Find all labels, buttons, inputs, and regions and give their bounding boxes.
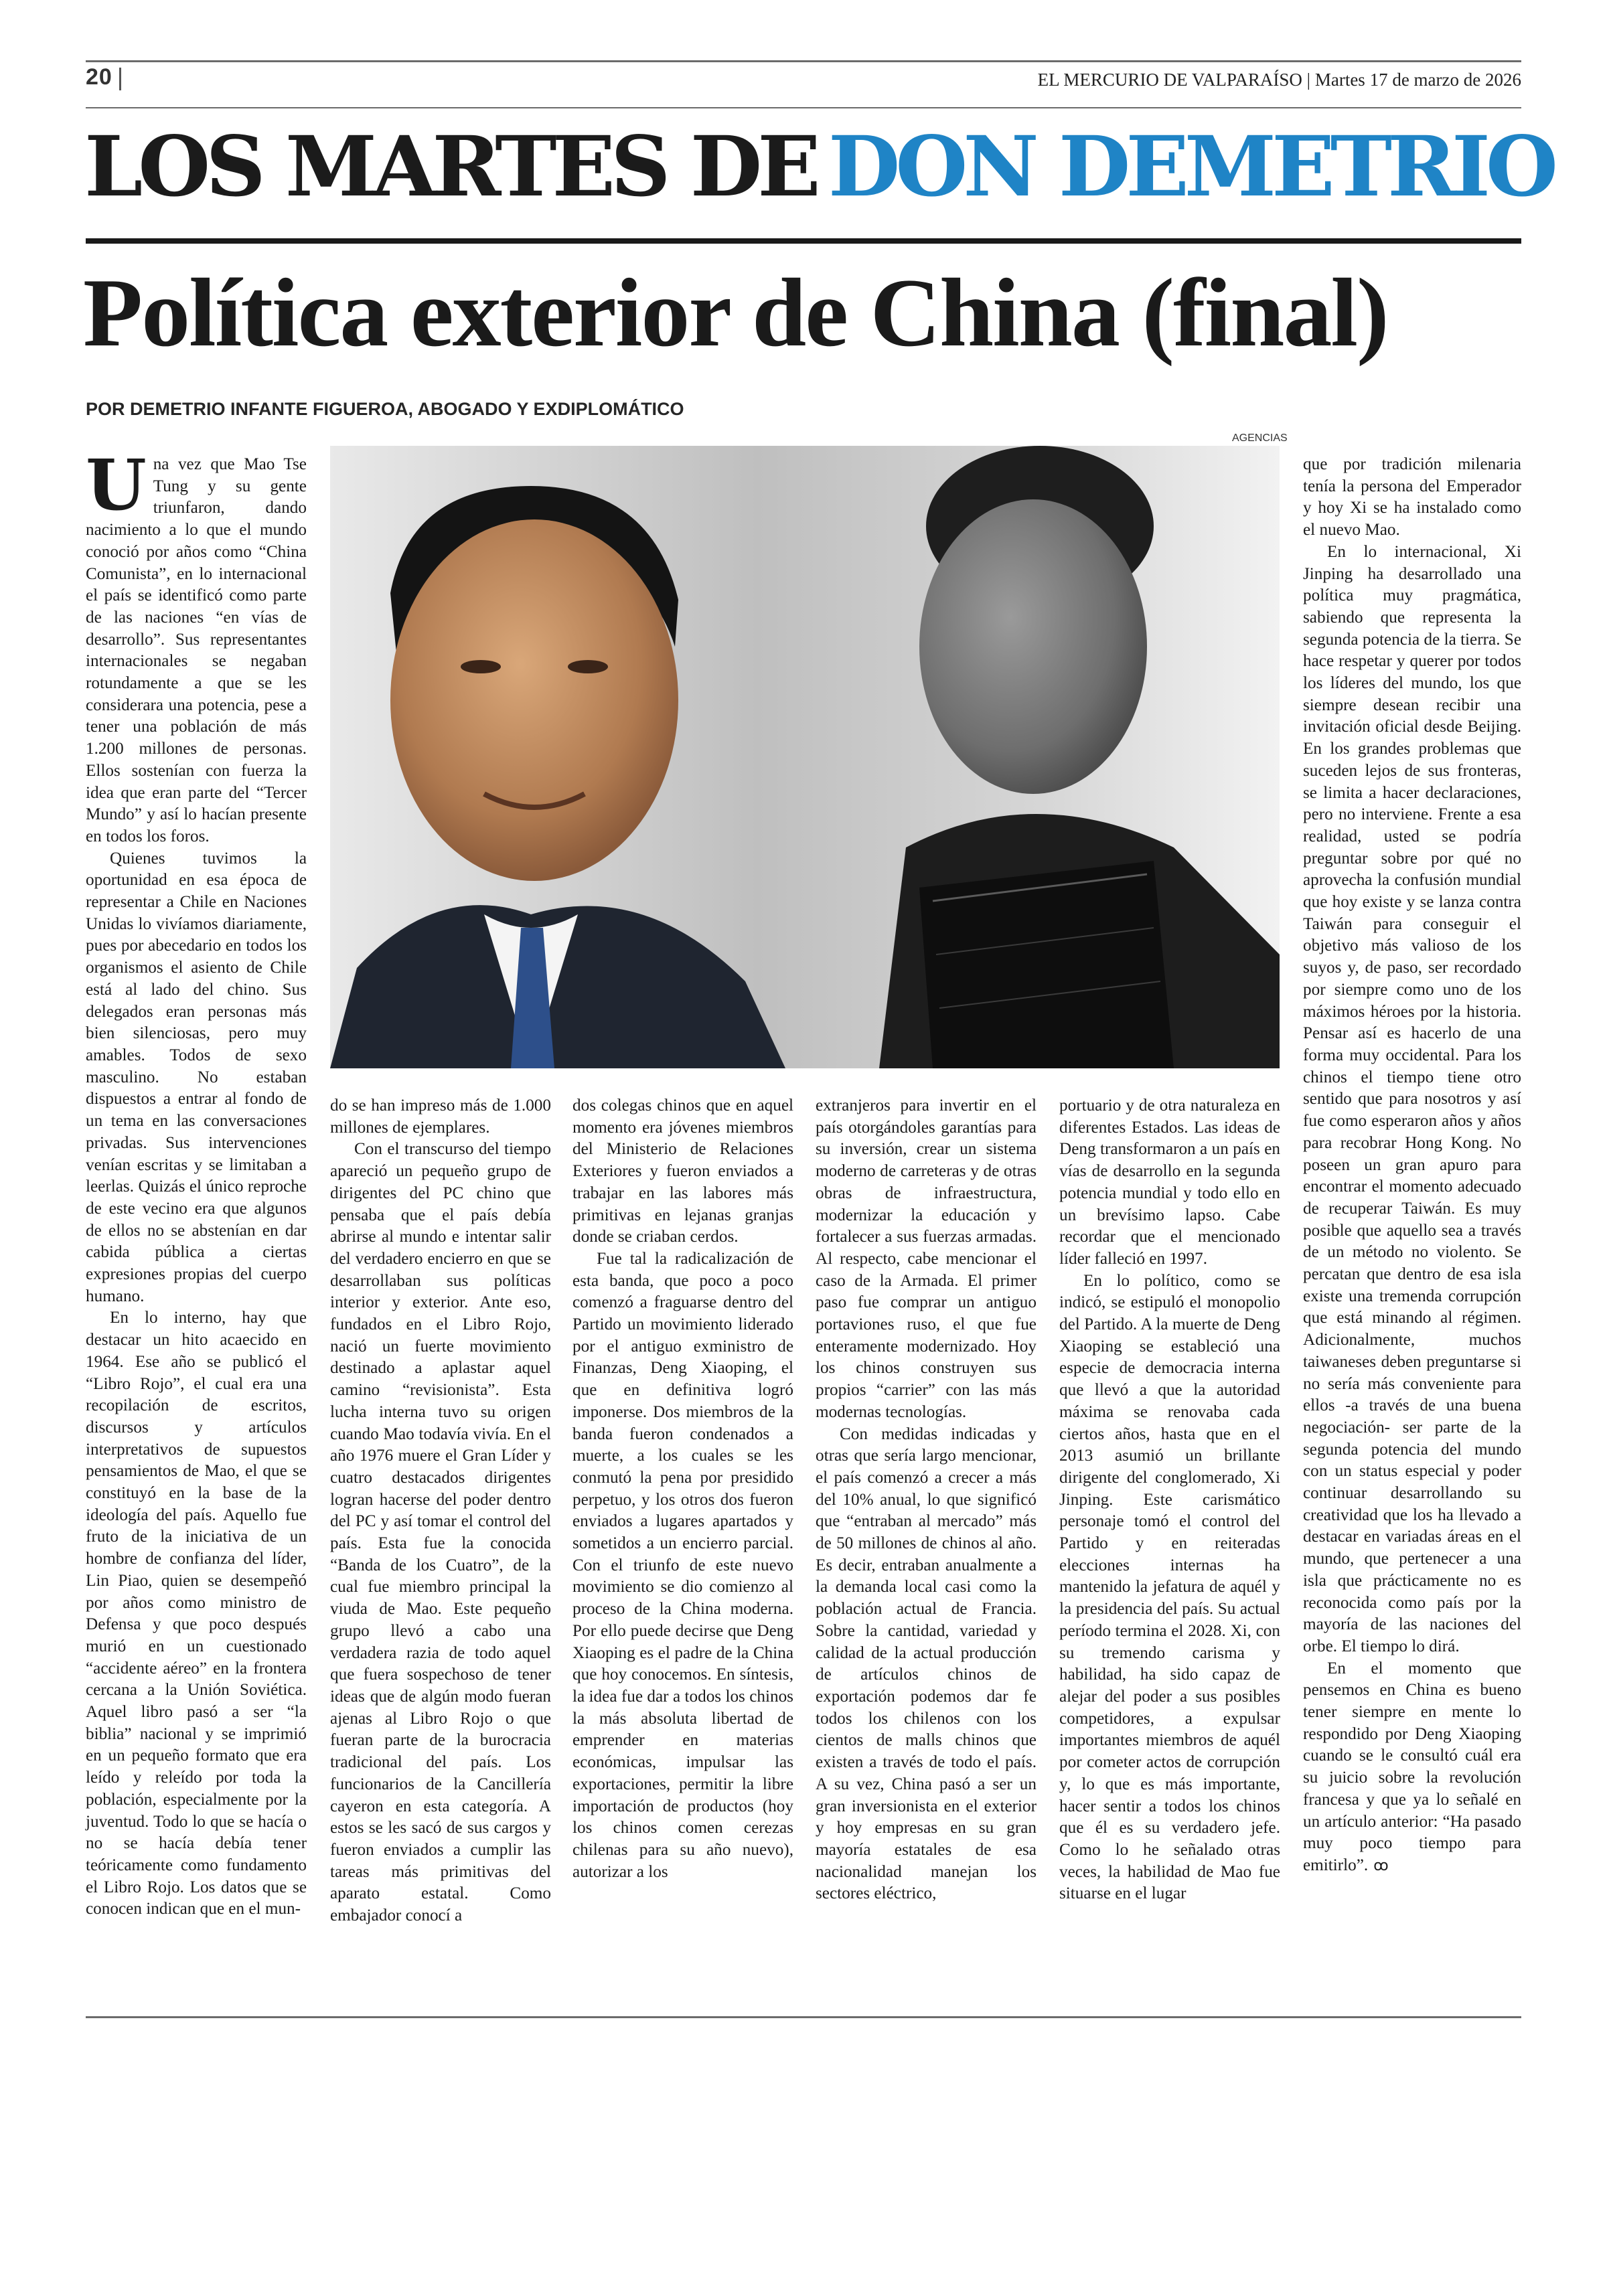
paragraph: dos colegas chinos que en aquel momento era jóvenes miembros del Ministerio de Relaciones Exteriores y fueron enviados a trabajar en las labores más primitivas en lejanas granjas donde se criaban cerdos. — [572, 1096, 793, 1246]
text-column-6 — [1303, 454, 1521, 1878]
text-column-4 — [816, 1095, 1037, 1905]
closing-paragraph-text: En el momento que pensemos en China es bueno tener siempre en mente lo respondido por Deng Xiaoping cuando se le consultó cuál era su juicio sobre la revolución francesa y que ya lo señalé en un artículo anterior: “Ha pasado muy poco tiempo para emitirlo”. — [1303, 1659, 1521, 1874]
paragraph: En lo interno, hay que destacar un hito acaecido en 1964. Ese año se publicó el “Libro Rojo”, el cual era una recopilación de escritos, discursos y artículos interpretativos de supuestos pensamientos de Mao, el que se constituyó en la base de la ideología del país. Aquello fue fruto de la iniciativa de un hombre de confianza del líder, Lin Piao, quien se desempeñó por años como ministro de Defensa y que poco después murió en un cuestionado “accidente aéreo” en la frontera cercana a la Unión Soviética. Aquel libro pasó a ser “la biblia” nacional y se imprimió en un pequeño formato que era leído y releído por toda la población, especialmente por la juventud. Todo lo que se hacía o no se hacía debía tener teóricamente como fundamento el Libro Rojo. Los datos que se conocen indican que en el mun- — [86, 1309, 307, 1918]
photo-credit: AGENCIAS — [1232, 432, 1288, 444]
paragraph: portuario y de otra naturaleza en diferentes Estados. Las ideas de Deng transformaron a un país en vías de desarrollo en la segunda potencia mundial y todo ello en un brevísimo lapso. Cabe recordar que el mencionado líder falleció en 1997. — [1059, 1096, 1280, 1268]
masthead-rule — [86, 107, 1521, 108]
top-rule — [86, 60, 1521, 62]
bottom-rule — [86, 2016, 1521, 2018]
paragraph: Fue tal la radicalización de esta banda, que poco a poco comenzó a fraguarse dentro del Partido un movimiento liderado por el antiguo exministro de Finanzas, Deng Xiaoping, el que en definitiva logró imponerse. Dos miembros de la banda fueron condenados a muerte, a los cuales se les conmutó la pena por presidido perpetuo, y los otros dos fueron enviados a lugares apartados y sometidos a un encierro parcial. Con el triunfo de este nuevo movimiento se dio comienzo al proceso de la China moderna. Por ello puede decirse que Deng Xiaoping es el padre de la China que hoy conocemos. En síntesis, la idea fue dar a todos los chinos la más absoluta libertad de emprender en materias económicas, impulsar las exportaciones, permitir la libre importación de productos (hoy los chinos comen cerezas chilenas para su año nuevo), autorizar a los — [572, 1249, 793, 1881]
dropcap: U — [86, 444, 147, 526]
section-divider — [86, 238, 1521, 244]
publication-date-line: EL MERCURIO DE VALPARAÍSO | Martes 17 de marzo de 2026 — [1037, 70, 1521, 90]
paragraph — [1303, 1658, 1521, 1878]
text-column-3 — [572, 1095, 793, 1883]
paragraph: extranjeros para invertir en el país otorgándoles garantías para su inversión, crear un sistema moderno de carreteras y de otras obras de infraestructura, modernizar la educación y fortalecer a sus fuerzas armadas. Al respecto, cabe mencionar el caso de la Armada. El primer paso fue comprar un antiguo portaviones ruso, el que fue enteramente modernizado. Hoy los chinos construyen sus propios “carrier” con las más modernas tecnologías. — [816, 1096, 1037, 1421]
page-number: 20 — [86, 64, 112, 90]
text-column-2 — [330, 1095, 551, 1927]
paragraph: que por tradición milenaria tenía la persona del Emperador y hoy Xi se ha instalado como el nuevo Mao. — [1303, 455, 1521, 540]
paragraph: do se han impreso más de 1.000 millones de ejemplares. — [330, 1096, 551, 1137]
text-column-1 — [86, 444, 307, 1920]
headline: Política exterior de China (final) — [83, 258, 1388, 367]
text-column-5 — [1059, 1095, 1280, 1905]
paragraph: Con el transcurso del tiempo apareció un pequeño grupo de dirigentes del PC chino que pensaba que el país debía abrirse al mundo e intentar salir del verdadero encierro en que se desarrollaban sus políticas interior y exterior. Ante eso, fundados en el Libro Rojo, nació un fuerte movimiento destinado a aplastar aquel camino “revisionista”. Esta lucha interna tuvo su origen cuando Mao todavía vivía. En el año 1976 muere el Gran Líder y cuatro destacados dirigentes logran hacerse del poder dentro del PC y así tomar el control del país. Esta fue la conocida “Banda de los Cuatro”, de la cual fue miembro principal la viuda de Mao. Este pequeño grupo llevó a cabo una verdadera razia de todo aquel que fuera sospechoso de tener ideas que de algún modo fueran ajenas al Libro Rojo o que fueran parte de la burocracia tradicional del país. Los funcionarios de la Cancillería cayeron en esta categoría. A estos se les sacó de sus cargos y fueron enviados a cumplir las tareas más primitivas del aparato estatal. Como embajador conocí a — [330, 1140, 551, 1925]
section-title-part1: LOS MARTES DE — [84, 118, 816, 216]
end-mark-icon: ꝏ — [1373, 1858, 1389, 1874]
paragraph: Con medidas indicadas y otras que sería largo mencionar, el país comenzó a crecer a más del 10% anual, lo que significó que “entraban al mercado” más de 50 millones de chinos al año. Es decir, entraban anualmente a la demanda local casi como la población actual de Francia. Sobre la cantidad, variedad y calidad de la actual producción de artículos chinos de exportación podemos dar fe todos los chilenos con los cientos de malls chinos que existen a través de todo el país. A su vez, China pasó a ser un gran inversionista en el exterior y hoy empresas en su gran mayoría estatales de esa nacionalidad manejan los sectores eléctrico, — [816, 1424, 1037, 1903]
paragraph: En lo político, como se indicó, se estipuló el monopolio del Partido. A la muerte de Deng Xiaoping se estableció una especie de democracia interna que llevó a que la autoridad máxima se renovaba cada ciertos años, hasta que en el 2013 asumió un brillante dirigente del conglomerado, Xi Jinping. Este carismático personaje tomó el control del Partido y en reiteradas elecciones internas ha mantenido la jefatura de aquél y la presidencia del país. Su actual período termina el 2028. Xi, con su tremendo carisma y habilidad, ha sido capaz de alejar del poder a sus posibles competidores, a expulsar importantes miembros de aquél por cometer actos de corrupción y, lo que es más importante, hacer sentir a todos los chinos que él es su verdadero jefe. Como lo he señalado otras veces, la habilidad de Mao fue situarse en el lugar — [1059, 1271, 1280, 1903]
section-title — [84, 118, 1554, 216]
paragraph: En lo internacional, Xi Jinping ha desarrollado una política muy pragmática, sabiendo que representa la segunda potencia de la tierra. Se hace respetar y querer por todos los líderes del mundo, los que siempre desean recibir una invitación oficial desde Beijing. En los grandes problemas que suceden lejos de sus fronteras, se limita a hacer declaraciones, pero no interviene. Frente a esa realidad, usted se podría preguntar sobre por qué no aprovecha la confusión mundial que hoy existe y se lanza contra Taiwán para conseguir el objetivo más valioso de los suyos y, de paso, ser recordado por siempre como uno de los máximos héroes por la historia. Pensar así es hacerlo de una forma muy occidental. Para los chinos el tiempo tiene otro sentido que para nosotros y así fue como esperaron años y años para recobrar Hong Kong. No poseen un gran apuro para encontrar el momento adecuado de recuperar Taiwán. Es muy posible que aquello sea a través de un método no violento. Se percatan que dentro de esa isla existe una tremenda corrupción que está minando al régimen. Adicionalmente, muchos taiwaneses deben preguntarse si no sería más conveniente para ellos -a través de una buena negociación- ser parte de la segunda potencia del mundo con un status especial y poder continuar desarrollando su creatividad que los ha llevado a destacar en variadas áreas en el mundo, que pertenecer a una isla que prácticamente no es reconocida como país por la mayoría de las naciones del orbe. El tiempo lo dirá. — [1303, 542, 1521, 1655]
paragraph: na vez que Mao Tse Tung y su gente triunfaron, dando nacimiento a lo que el mundo conoció por años como “China Comunista”, en lo internacional el país se identificó como parte de las naciones “en vías de desarrollo”. Sus representantes internacionales se negaban rotundamente a que se les considerara una potencia, pese a tener una población de más 1.200 millones de personas. Ellos sostenían con fuerza la idea que eran parte del “Tercer Mundo” y así lo hacían presente en todos los foros. — [86, 455, 307, 845]
section-title-part2: DON DEMETRIO — [828, 118, 1554, 216]
paragraph: Quienes tuvimos la oportunidad en esa época de representar a Chile en Naciones Unidas lo vivíamos diariamente, pues por abecedario en todos los organismos el asiento de Chile está al lado del chino. Sus delegados eran personas más bien silenciosas, pero muy amables. Todos de sexo masculino. No estaban dispuestos a entrar al fondo de un tema en las conversaciones privadas. Sus intervenciones venían escritas y se limitaban a leerlas. Quizás el único reproche de este vecino era que algunos de ellos no se abstenían en dar cabida pública a ciertas expresiones propias del cuerpo humano. — [86, 849, 307, 1305]
page-number-separator — [119, 68, 121, 90]
byline: POR DEMETRIO INFANTE FIGUEROA, ABOGADO Y EXDIPLOMÁTICO — [86, 399, 684, 419]
article-photo — [330, 446, 1280, 1068]
